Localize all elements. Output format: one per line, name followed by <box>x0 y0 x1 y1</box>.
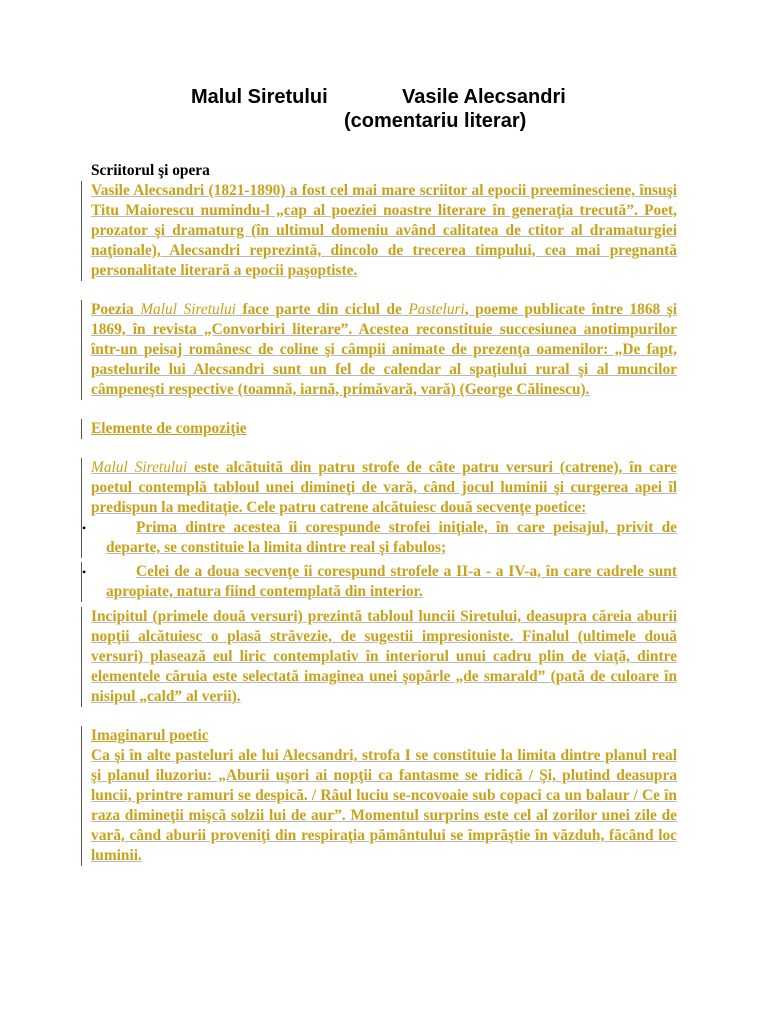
paragraph-composition: Malul Siretului este alcătuită din patru strofe de câte patru versuri (catrene), în care poetul contemplă tabloul unei dimineţi de vară, când jocul luminii şi curgerea apei îl predispun la meditaţie. Cele patru catrene alcătuiesc două secvenţe poetice: <box>91 458 677 518</box>
paragraph-pasteluri: Poezia Malul Siretului face parte din ciclul de Pasteluri, poeme publicate între 1868 şi 1869, în revista „Convorbiri literare”. Acestea reconstituie succesiunea anotimpurilor într-un peisaj românesc de coline şi câmpii animate de prezenţa oamenilor: „De fapt, pastelurile lui Alecsandri sunt un fel de calendar al spaţiului rural şi al muncilor câmpeneşti respective (toamnă, iarnă, primăvară, vară) (George Călinescu). <box>91 300 677 400</box>
list-item: • Prima dintre acestea îi corespunde strofei iniţiale, în care peisajul, privit de departe, se constituie la limita dintre real şi fabulos; <box>82 519 677 556</box>
paragraph-imagery: Ca şi în alte pasteluri ale lui Alecsandri, strofa I se constituie la limita dintre planul real şi planul iluzoriu: „Aburii uşori ai nopţii ca fantasme se ridică / Şi, plutind deasupra luncii, printre ramuri se despică. / Râul luciu se-ncovoaie sub copaci ca un balaur / Ce în raza dimineţii mişcă solzii lui de aur”. Momentul surprins este cel al zorilor unei zile de vară, când aburii proveniţi din respiraţia pământului se împrăştie în văzduh, făcând loc luminii. <box>91 746 677 866</box>
change-bar <box>81 607 82 707</box>
section-heading-imagery: Imaginarul poetic <box>91 726 677 746</box>
change-bar <box>81 181 82 281</box>
change-bar <box>81 746 82 866</box>
bullet-icon: • <box>82 521 87 535</box>
title-author: Vasile Alecsandri <box>402 86 566 108</box>
list-item: • Celei de a doua secvenţe îi corespund strofele a II-a - a IV-a, în care cadrele sunt apropiate, natura fiind contemplată din interior. <box>82 563 677 600</box>
change-bar <box>81 419 82 439</box>
title-poem: Malul Siretului <box>191 86 328 108</box>
paragraph-author-intro: Vasile Alecsandri (1821-1890) a fost cel mai mare scriitor al epocii preeminesciene, însuşi Titu Maiorescu numindu-l „cap al poeziei noastre literare în generaţia trecută”. Poet, prozator şi dramaturg (în ultimul domeniu având calitatea de ctitor al dramaturgiei naţionale), Alecsandri reprezintă, dincolo de trecerea timpului, cea mai pregnantă personalitate literară a epocii paşoptiste. <box>91 181 677 281</box>
change-bar <box>81 458 82 518</box>
document-body <box>82 161 677 866</box>
change-bar <box>81 300 82 400</box>
change-bar <box>81 726 82 746</box>
paragraph-incipit: Incipitul (primele două versuri) prezintă tabloul luncii Siretului, deasupra căreia aburii nopţii alcătuiesc o plasă străvezie, de sugestii impresioniste. Finalul (ultimele două versuri) plasează eul liric contemplativ în interiorul unui cadru plin de viaţă, dintre elementele căruia este selectată imaginea unei şopârle „de smarald” (pată de culoare în nisipul „cald” al verii). <box>91 607 677 707</box>
title-subtitle: (comentariu literar) <box>344 110 527 132</box>
bullet-icon: • <box>82 565 87 579</box>
section-heading-composition: Elemente de compoziţie <box>91 419 677 439</box>
section-heading-author: Scriitorul şi opera <box>91 162 210 179</box>
